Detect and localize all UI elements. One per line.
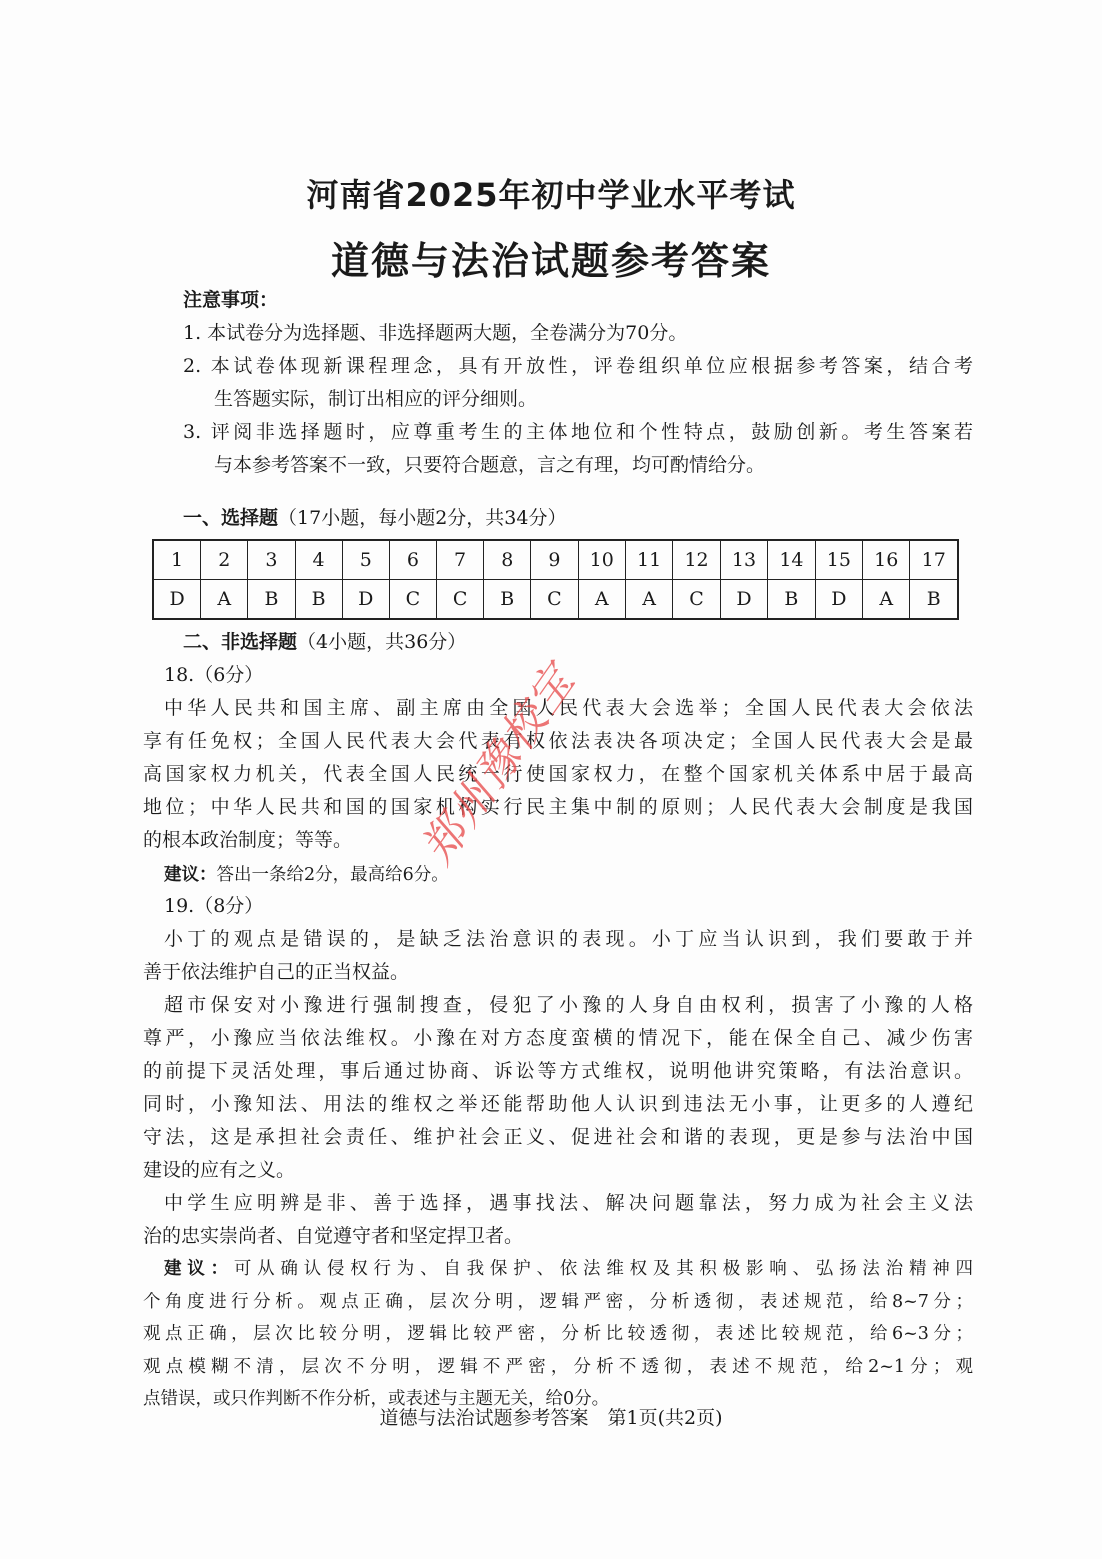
- note-line: 生答题实际，制订出相应的评分细则。: [214, 388, 538, 410]
- question-number-cell: 2: [201, 540, 248, 580]
- q18-line: 的根本政治制度；等等。: [143, 829, 353, 851]
- q19-line: 中学生应明辨是非、善于选择，遇事找法、解决问题靠法，努力成为社会主义法: [164, 1192, 973, 1214]
- notes-heading: 注意事项：: [183, 289, 279, 311]
- answer-cell: C: [437, 580, 484, 620]
- q19-line: 守法，这是承担社会责任、维护社会正义、促进社会和谐的表现，更是参与法治中国: [143, 1126, 973, 1148]
- section1-heading: [143, 502, 973, 535]
- q18-label: 18.（6分）: [164, 664, 264, 686]
- question-number-cell: 15: [815, 540, 862, 580]
- answer-cell: D: [815, 580, 862, 620]
- q18-suggest: 答出一条给2分，最高给6分。: [216, 865, 449, 885]
- q18-line: 地位；中华人民共和国的国家机构实行民主集中制的原则；人民代表大会制度是我国: [143, 796, 973, 818]
- q19-line: 同时，小豫知法、用法的维权之举还能帮助他人认识到违法无小事，让更多的人遵纪: [143, 1093, 973, 1115]
- answer-cell: A: [201, 580, 248, 620]
- answer-cell: A: [625, 580, 672, 620]
- answer-key-title: 道德与法治试题参考答案: [330, 239, 771, 283]
- q19-line: 尊严，小豫应当依法维权。小豫在对方态度蛮横的情况下，能在保全自己、减少伤害: [143, 1027, 973, 1049]
- answer-cell: B: [248, 580, 295, 620]
- answer-cell: D: [153, 580, 201, 620]
- q19-suggest-line: 个角度进行分析。观点正确，层次分明，逻辑严密，分析透彻，表述规范，给8~7分；: [143, 1291, 973, 1312]
- answer-cell: D: [720, 580, 767, 620]
- q18-line: 高国家权力机关，代表全国人民统一行使国家权力，在整个国家机关体系中居于最高: [143, 763, 973, 785]
- question-number-cell: 1: [153, 540, 201, 580]
- q19-line: 建设的应有之义。: [143, 1159, 296, 1181]
- q19-suggest-line: 可从确认侵权行为、自我保护、依法维权及其积极影响、弘扬法治精神四: [233, 1259, 974, 1279]
- question-number-cell: 14: [768, 540, 815, 580]
- q19-line: 治的忠实崇尚者、自觉遵守者和坚定捍卫者。: [143, 1225, 524, 1247]
- answer-cell: B: [295, 580, 342, 620]
- question-number-cell: 7: [437, 540, 484, 580]
- answer-row: [153, 580, 958, 620]
- q19-suggest-label: 建议：: [164, 1259, 234, 1279]
- question-number-cell: 4: [295, 540, 342, 580]
- section2-info: （4小题，共36分）: [297, 631, 467, 653]
- note-line: 1. 本试卷分为选择题、非选择题两大题，全卷满分为70分。: [183, 322, 688, 344]
- q18-line: 享有任免权；全国人民代表大会代表有权依法表决各项决定；全国人民代表大会是最: [143, 730, 973, 752]
- question-number-row: [153, 540, 958, 580]
- answer-cell: B: [768, 580, 815, 620]
- section2-title: 二、非选择题: [183, 631, 298, 653]
- q19-line: 超市保安对小豫进行强制搜查，侵犯了小豫的人身自由权利，损害了小豫的人格: [164, 994, 973, 1016]
- section1-title: 一、选择题: [183, 507, 279, 529]
- q19-suggest-line: 观点正确，层次比较分明，逻辑比较严密，分析比较透彻，表述比较规范，给6~3分；: [143, 1324, 973, 1344]
- note-line: 3. 评阅非选择题时，应尊重考生的主体地位和个性特点，鼓励创新。考生答案若: [183, 421, 973, 443]
- answer-cell: B: [910, 580, 958, 620]
- question-number-cell: 11: [625, 540, 672, 580]
- question-number-cell: 16: [863, 540, 910, 580]
- question-number-cell: 17: [910, 540, 958, 580]
- q18-suggest-label: 建议：: [164, 865, 217, 885]
- q19-line: 善于依法维护自己的正当权益。: [143, 961, 410, 983]
- notes-section: [143, 284, 973, 482]
- answer-cell: A: [578, 580, 625, 620]
- question-number-cell: 12: [673, 540, 720, 580]
- question-number-cell: 9: [531, 540, 578, 580]
- answer-cell: C: [531, 580, 578, 620]
- note-line: 2. 本试卷体现新课程理念，具有开放性，评卷组织单位应根据参考答案，结合考: [183, 355, 973, 377]
- q18-line: 中华人民共和国主席、副主席由全国人民代表大会选举；全国人民代表大会依法: [164, 697, 973, 719]
- answer-cell: C: [389, 580, 436, 620]
- question-number-cell: 6: [389, 540, 436, 580]
- q19-label: 19.（8分）: [164, 895, 264, 917]
- section2: [143, 626, 973, 1416]
- question-number-cell: 10: [578, 540, 625, 580]
- q19-line: 小丁的观点是错误的，是缺乏法治意识的表现。小丁应当认识到，我们要敢于并: [164, 928, 973, 950]
- q19-suggest-line: 观点模糊不清，层次不分明，逻辑不严密，分析不透彻，表述不规范，给2~1分；观: [143, 1356, 973, 1377]
- answer-table: [152, 539, 959, 620]
- question-number-cell: 8: [484, 540, 531, 580]
- q19-line: 的前提下灵活处理，事后通过协商、诉讼等方式维权，说明他讲究策略，有法治意识。: [143, 1060, 973, 1082]
- note-line: 与本参考答案不一致，只要符合题意，言之有理，均可酌情给分。: [214, 454, 766, 476]
- answer-cell: C: [673, 580, 720, 620]
- answer-cell: D: [342, 580, 389, 620]
- question-number-cell: 5: [342, 540, 389, 580]
- q19-suggest-line: 点错误，或只作判断不作分析，或表述与主题无关，给0分。: [143, 1389, 610, 1409]
- question-number-cell: 3: [248, 540, 295, 580]
- exam-title: 河南省2025年初中学业水平考试: [306, 176, 796, 214]
- page-footer: 道德与法治试题参考答案 第1页(共2页): [379, 1407, 723, 1429]
- question-number-cell: 13: [720, 540, 767, 580]
- answer-cell: A: [863, 580, 910, 620]
- watermark: 郑州豫校宝: [411, 655, 586, 874]
- answer-cell: B: [484, 580, 531, 620]
- section1-info: （17小题，每小题2分，共34分）: [278, 507, 567, 529]
